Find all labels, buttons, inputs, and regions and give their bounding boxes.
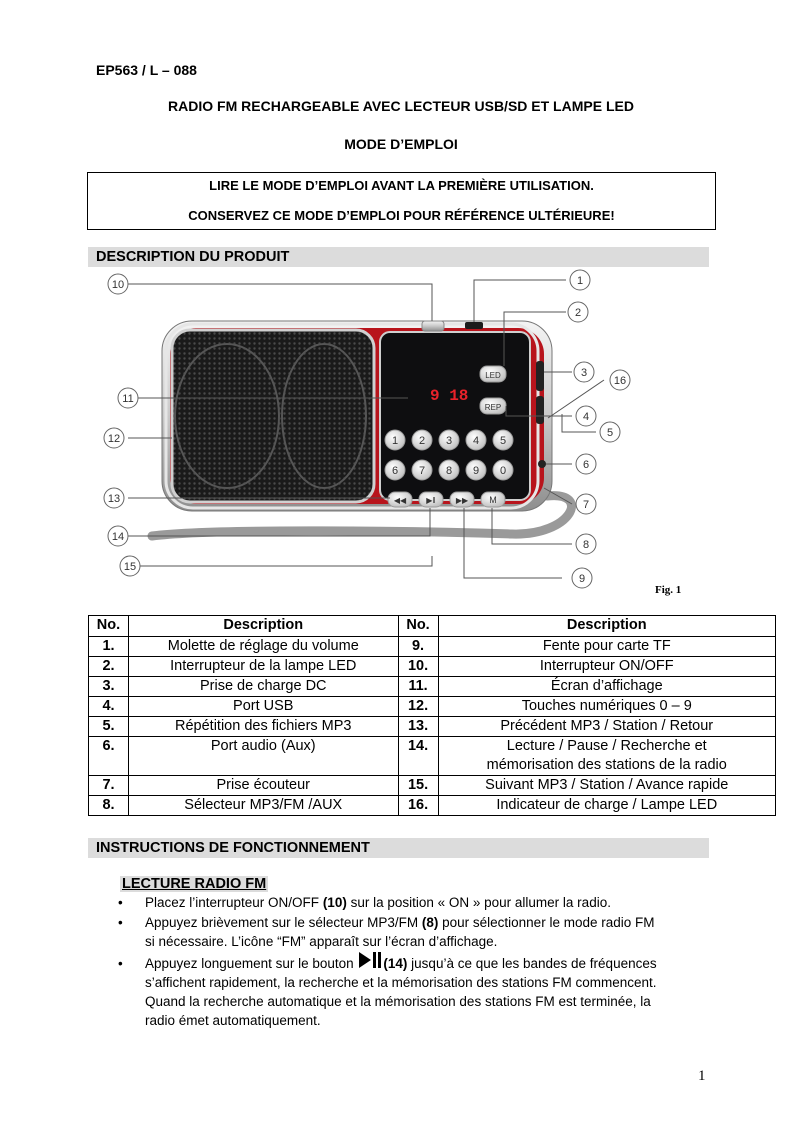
callout-number: 4 [582, 411, 590, 423]
part-description: Interrupteur de la lampe LED [128, 657, 398, 677]
callout-number: 13 [107, 493, 121, 505]
part-number: 4. [89, 697, 129, 717]
part-description: Écran d’affichage [438, 677, 775, 697]
play-pause-icon: ▶‖ [426, 496, 436, 505]
bullet-symbol: • [118, 956, 123, 971]
part-description: Répétition des fichiers MP3 [128, 717, 398, 737]
callout-number: 9 [578, 573, 586, 585]
part-description: Fente pour carte TF [438, 637, 775, 657]
part-description: Suivant MP3 / Station / Avance rapide [438, 776, 775, 796]
side-ports [536, 361, 544, 391]
document-reference: EP563 / L – 088 [96, 62, 197, 78]
part-description: Molette de réglage du volume [128, 637, 398, 657]
part-number: 8. [89, 796, 129, 816]
document-subtitle: MODE D’EMPLOI [344, 136, 458, 152]
bullet-2 [145, 913, 715, 951]
part-description: Indicateur de charge / Lampe LED [438, 796, 775, 816]
digit-button-label: 5 [499, 435, 507, 447]
part-description: Prise de charge DC [128, 677, 398, 697]
display-text: 9 18 [430, 387, 469, 405]
callout-number: 3 [580, 367, 588, 379]
bullet-2-text: Appuyez brièvement sur le sélecteur MP3/FM [145, 915, 422, 930]
part-description: Prise écouteur [128, 776, 398, 796]
part-description: Interrupteur ON/OFF [438, 657, 775, 677]
part-description: Précédent MP3 / Station / Retour [438, 717, 775, 737]
part-description: Sélecteur MP3/FM /AUX [128, 796, 398, 816]
section-header-description: DESCRIPTION DU PRODUIT [88, 247, 709, 267]
callout-number: 7 [582, 499, 590, 511]
callout-number: 1 [576, 275, 584, 287]
volume-knob [422, 321, 444, 331]
digit-button-label: 8 [445, 465, 453, 477]
part-description [438, 737, 775, 776]
digit-button-label: 6 [391, 465, 399, 477]
part-number: 11. [398, 677, 438, 697]
prev-icon: ◀◀ [393, 496, 407, 505]
bullet-2-text-end: pour sélectionner le mode radio FM [438, 915, 655, 930]
header-desc-left: Description [128, 616, 398, 637]
callout-number: 6 [582, 459, 590, 471]
part-description-line-1: Lecture / Pause / Recherche et [506, 738, 707, 754]
part-description-line-2: mémorisation des stations de la radio [486, 757, 727, 773]
warning-box [87, 172, 716, 230]
callout-number: 15 [123, 561, 137, 573]
digit-button-label: 2 [418, 435, 426, 447]
speaker-right [282, 344, 366, 488]
header-desc-right: Description [438, 616, 775, 637]
part-number: 9. [398, 637, 438, 657]
callout-number: 11 [122, 393, 134, 405]
warning-line-1: LIRE LE MODE D’EMPLOI AVANT LA PREMIÈRE UTILISATION. [209, 178, 594, 193]
section-header-instructions: INSTRUCTIONS DE FONCTIONNEMENT [88, 838, 709, 858]
callout-number: 8 [582, 539, 590, 551]
bullet-symbol: • [118, 915, 123, 930]
callout-number: 14 [111, 531, 125, 543]
part-number: 7. [89, 776, 129, 796]
next-icon: ▶▶ [455, 496, 469, 505]
digit-button-label: 7 [418, 465, 426, 477]
part-number: 13. [398, 717, 438, 737]
product-figure [92, 266, 712, 606]
table-row [89, 796, 776, 816]
header-no-left: No. [89, 616, 129, 637]
power-switch [465, 322, 483, 329]
callout-number: 16 [613, 375, 627, 387]
page-number: 1 [698, 1068, 706, 1084]
bullet-symbol: • [118, 895, 123, 910]
part-number: 2. [89, 657, 129, 677]
part-number: 14. [398, 737, 438, 776]
table-row [89, 737, 776, 776]
callout-number: 2 [574, 307, 582, 319]
led-button-label: LED [485, 371, 501, 380]
bullet-3-text: Appuyez longuement sur le bouton [145, 956, 358, 971]
callout-number: 5 [606, 427, 614, 439]
digit-button-label: 0 [499, 465, 507, 477]
part-number: 10. [398, 657, 438, 677]
rep-button-label: REP [484, 403, 502, 412]
table-row [89, 776, 776, 796]
callout-number: 12 [107, 433, 121, 445]
table-header-row [89, 616, 776, 637]
part-number: 15. [398, 776, 438, 796]
bullet-2-line-2: si nécessaire. L’icône “FM” apparaît sur l’écran d’affichage. [145, 934, 498, 949]
bullet-3-line-3: Quand la recherche automatique et la mémorisation des stations FM est terminée, la [145, 994, 651, 1009]
header-no-right: No. [398, 616, 438, 637]
digit-button-label: 4 [472, 435, 480, 447]
table-row [89, 717, 776, 737]
speaker-left [175, 344, 279, 488]
part-description: Port audio (Aux) [128, 737, 398, 776]
document-title: RADIO FM RECHARGEABLE AVEC LECTEUR USB/SD ET LAMPE LED [168, 98, 634, 114]
callout-number: 10 [111, 279, 125, 291]
bullet-1-ref: (10) [322, 895, 347, 910]
bullet-3-text-end: jusqu’à ce que les bandes de fréquences [407, 956, 657, 971]
bullet-1-text-end: sur la position « ON » pour allumer la radio. [346, 895, 611, 910]
subsection-title: LECTURE RADIO FM [122, 876, 267, 892]
digit-button-label: 1 [391, 435, 399, 447]
part-number: 3. [89, 677, 129, 697]
part-description: Touches numériques 0 – 9 [438, 697, 775, 717]
bullet-3-ref: (14) [383, 956, 408, 971]
radio-body [162, 321, 552, 511]
table-row [89, 637, 776, 657]
part-number: 1. [89, 637, 129, 657]
digit-button-label: 9 [472, 465, 480, 477]
part-number: 6. [89, 737, 129, 776]
figure-label: Fig. 1 [655, 584, 682, 596]
part-description: Port USB [128, 697, 398, 717]
play-pause-icon [357, 950, 383, 970]
bullet-3 [145, 950, 715, 1030]
bullet-1-text: Placez l’interrupteur ON/OFF [145, 895, 323, 910]
part-number: 16. [398, 796, 438, 816]
part-number: 5. [89, 717, 129, 737]
warning-line-2: CONSERVEZ CE MODE D’EMPLOI POUR RÉFÉRENCE ULTÉRIEURE! [188, 208, 615, 223]
mode-button-label: M [489, 495, 497, 505]
parts-table [88, 615, 776, 816]
table-row [89, 657, 776, 677]
table-row [89, 677, 776, 697]
bullet-3-line-2: s’affichent rapidement, la recherche et la mémorisation des stations FM commencent. [145, 975, 657, 990]
part-number: 12. [398, 697, 438, 717]
table-row [89, 697, 776, 717]
digit-button-label: 3 [445, 435, 453, 447]
bullet-2-ref: (8) [421, 915, 439, 930]
bullet-3-line-4: radio émet automatiquement. [145, 1013, 321, 1028]
bullet-1 [145, 893, 715, 912]
